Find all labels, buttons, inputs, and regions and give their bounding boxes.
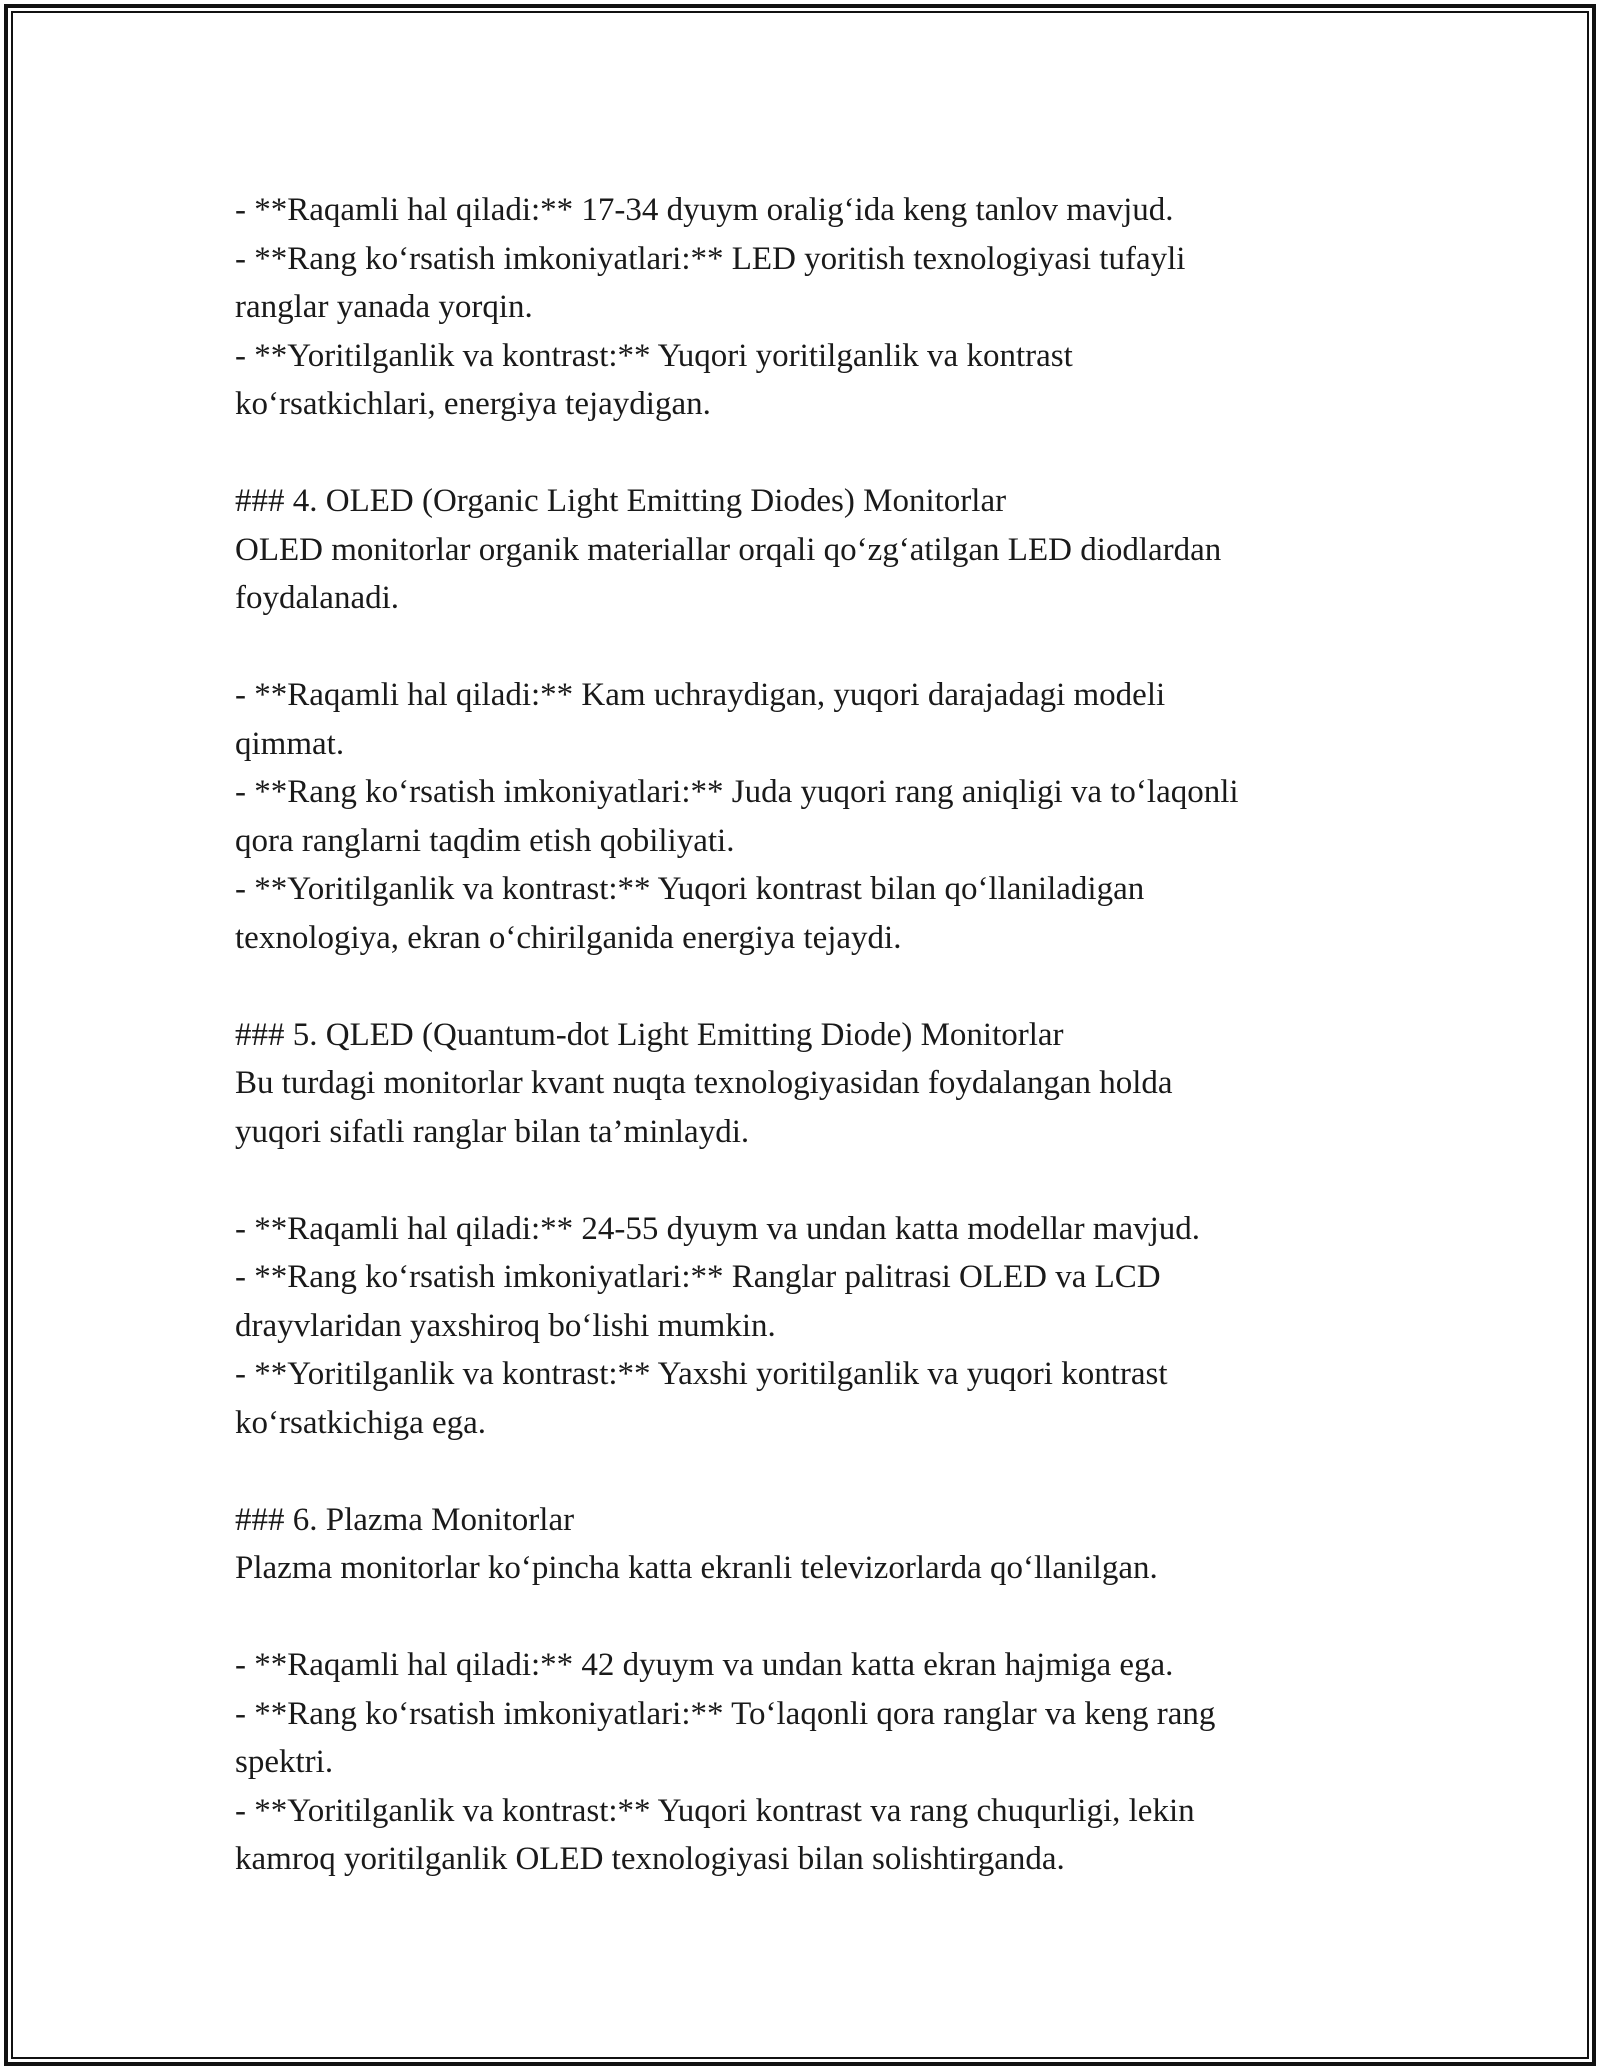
text-line: - **Yoritilganlik va kontrast:** Yuqori kontrast bilan qo‘llaniladigan: [235, 871, 1145, 907]
section-heading-plazma: ### 6. Plazma Monitorlar: [235, 1501, 575, 1538]
text-line: foydalanadi.: [235, 580, 400, 616]
blank-line: [235, 1156, 1385, 1205]
blank-line: [235, 429, 1385, 478]
blank-line: [235, 1593, 1385, 1642]
text-line: - **Rang ko‘rsatish imkoniyatlari:** LED yoritish texnologiyasi tufayli: [235, 240, 1186, 277]
text-line: qimmat.: [235, 725, 345, 762]
text-line: Plazma monitorlar ko‘pincha katta ekranli televizorlarda qo‘llanilgan.: [235, 1550, 1158, 1586]
text-line: - **Yoritilganlik va kontrast:** Yuqori yoritilganlik va kontrast: [235, 337, 1073, 374]
blank-line: [235, 623, 1385, 672]
text-line: - **Raqamli hal qiladi:** Kam uchraydigan, yuqori darajadagi modeli: [235, 677, 1166, 713]
text-line: - **Raqamli hal qiladi:** 42 dyuym va undan katta ekran hajmiga ega.: [235, 1647, 1174, 1683]
text-line: - **Rang ko‘rsatish imkoniyatlari:** Juda yuqori rang aniqligi va to‘laqonli: [235, 774, 1239, 810]
text-line: qora ranglarni taqdim etish qobiliyati.: [235, 822, 735, 859]
text-line: - **Rang ko‘rsatish imkoniyatlari:** Ranglar palitrasi OLED va LCD: [235, 1259, 1161, 1295]
text-line: yuqori sifatli ranglar bilan ta’minlaydi.: [235, 1113, 750, 1150]
text-line: spektri.: [235, 1744, 334, 1780]
text-line: - **Yoritilganlik va kontrast:** Yaxshi yoritilganlik va yuqori kontrast: [235, 1356, 1168, 1392]
text-line: Bu turdagi monitorlar kvant nuqta texnologiyasidan foydalangan holda: [235, 1065, 1173, 1101]
text-line: kamroq yoritilganlik OLED texnologiyasi bilan solishtirganda.: [235, 1841, 1065, 1877]
text-line: - **Raqamli hal qiladi:** 24-55 dyuym va undan katta modellar mavjud.: [235, 1210, 1201, 1247]
text-line: texnologiya, ekran o‘chirilganida energiya tejaydi.: [235, 919, 902, 956]
text-line: ko‘rsatkichiga ega.: [235, 1404, 487, 1441]
text-line: - **Raqamli hal qiladi:** 17-34 dyuym oralig‘ida keng tanlov mavjud.: [235, 192, 1174, 228]
text-line: OLED monitorlar organik materiallar orqali qo‘zg‘atilgan LED diodlardan: [235, 531, 1222, 568]
section-heading-qled: ### 5. QLED (Quantum-dot Light Emitting Diode) Monitorlar: [235, 1016, 1064, 1053]
section-heading-oled: ### 4. OLED (Organic Light Emitting Diodes) Monitorlar: [235, 483, 1007, 519]
text-line: ko‘rsatkichlari, energiya tejaydigan.: [235, 386, 711, 422]
document-body: [235, 186, 1385, 1884]
text-line: - **Yoritilganlik va kontrast:** Yuqori kontrast va rang chuqurligi, lekin: [235, 1792, 1195, 1829]
text-line: ranglar yanada yorqin.: [235, 289, 533, 325]
blank-line: [235, 1447, 1385, 1496]
text-line: - **Rang ko‘rsatish imkoniyatlari:** To‘laqonli qora ranglar va keng rang: [235, 1695, 1216, 1732]
blank-line: [235, 962, 1385, 1011]
text-line: drayvlaridan yaxshiroq bo‘lishi mumkin.: [235, 1307, 776, 1344]
